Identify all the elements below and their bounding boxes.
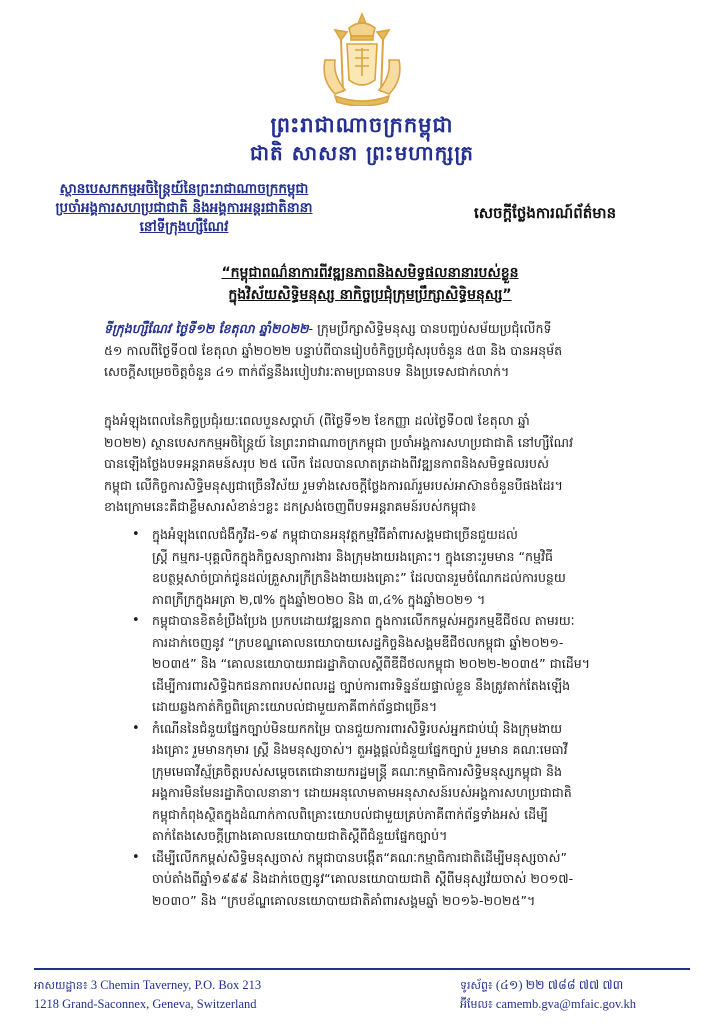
address-line-1: 3 Chemin Taverney, P.O. Box 213 bbox=[90, 978, 262, 992]
bullet-icon: • bbox=[132, 720, 140, 736]
opening-paragraph bbox=[104, 318, 694, 383]
headline-line-2: ក្នុងវិស័យសិទ្ធិមនុស្ស នាកិច្ចប្រជុំក្រុមប្រឹក្សាសិទ្ធិមនុស្ស” bbox=[228, 287, 512, 303]
list-item-line: ចាប់តាំងពីឆ្នាំ១៩៩៩ និងដាក់ចេញនូវ“គោលនយោបាយជាតិ ស្តីពីមនុស្សវ័យចាស់ ២០១៧- bbox=[152, 871, 574, 886]
list-item-line: កម្ពុជាបានខិតខំប្រឹងប្រែង ប្រកបដោយវឌ្ឍនភាព ក្នុងការលើកកម្ពស់អក្ខរកម្មឌីជីថល តាមរយៈ bbox=[152, 613, 575, 628]
bullet-icon: • bbox=[132, 527, 140, 542]
list-item-line: ក្នុងអំឡុងពេលជំងឺកូវីដ-១៩ កម្ពុជាបានអនុវត្តកម្មវិធីគាំពារសង្គមជាច្រើនជួយដល់ bbox=[152, 527, 518, 542]
list-item-line: ស្ត្រី កម្មករ-បុគ្គលិកក្នុងកិច្ចសន្យាការងារ និងក្រុមងាយរងគ្រោះ។ ក្នុងនោះរួមមាន “កម្មវិធី bbox=[152, 548, 554, 564]
opening-line-2: ៥១ កាលពីថ្ងៃទី០៧ ខែតុលា ឆ្នាំ២០២២ បន្ទាប់ពីបានរៀបចំកិច្ចប្រជុំសរុបចំនួន ៥៣ និង បានអនុម័ត bbox=[104, 342, 563, 358]
press-release-headline bbox=[160, 262, 580, 306]
national-motto: ជាតិ សាសនា ព្រះមហាក្សត្រ bbox=[250, 141, 474, 165]
summary-line: ២០២២) ស្ថានបេសកកម្មអចិន្ត្រៃយ៍ នៃព្រះរាជាណាចក្រកម្ពុជា ប្រចាំអង្គការសហប្រជាជាតិ នៅហ្សឺណែវ bbox=[104, 434, 573, 450]
list-item-line: ២០៣០” និង “ក្របខ័ណ្ឌគោលនយោបាយជាតិគាំពារសង្គមឆ្នាំ ២០១៦-២០២៥”។ bbox=[152, 892, 536, 908]
bullet-icon: • bbox=[132, 613, 140, 628]
footer-divider bbox=[34, 968, 690, 970]
list-item-line: ២០៣៥” និង “គោលនយោបាយរាជរដ្ឋាភិបាលស្តីពីឌីជីថលកម្ពុជា ២០២២-២០៣៥” ជាដើម។ bbox=[152, 656, 590, 671]
list-item-line: ភាពក្រីក្រក្នុងអត្រា ២,៧% ក្នុងឆ្នាំ២០២០ និង ៣,៤% ក្នុងឆ្នាំ២០២១ ។ bbox=[152, 591, 486, 607]
mission-line-3: នៅទីក្រុងហ្សឺណែវ bbox=[139, 219, 229, 235]
summary-paragraph bbox=[104, 410, 694, 518]
opening-line-1: - ក្រុមប្រឹក្សាសិទ្ធិមនុស្ស បានបញ្ចប់សម័យប្រជុំលើកទី bbox=[308, 321, 552, 336]
list-item bbox=[132, 610, 694, 718]
list-item-line: កំណើននៃជំនួយផ្នែកច្បាប់មិនយកកម្រៃ បានជួយការពារសិទ្ធិរបស់អ្នកជាប់ឃុំ និងក្រុមងាយ bbox=[152, 720, 563, 736]
list-item-line: ដោយឆ្លងកាត់កិច្ចពិគ្រោះយោបល់ជាមួយភាគីពាក់ព័ន្ធជាច្រើន។ bbox=[152, 699, 438, 714]
email-link[interactable]: camemb.gva@mfaic.gov.kh bbox=[495, 997, 637, 1011]
list-item-line: រងគ្រោះ រួមមានកុមារ ស្ត្រី និងមនុស្សចាស់។ តួអង្គផ្តល់ជំនួយផ្នែកច្បាប់ រួមមាន គណៈមេធាវី bbox=[152, 742, 568, 757]
document-type: សេចក្តីថ្លែងការណ៍ព័ត៌មាន bbox=[474, 204, 617, 222]
list-item-line: ដើម្បីការពារសិទ្ធិឯកជនភាពរបស់ពលរដ្ឋ ច្បាប់ការពារទិន្នន័យផ្ទាល់ខ្លួន នឹងត្រូវតាក់តែងឡើង bbox=[152, 677, 571, 693]
list-item bbox=[132, 718, 694, 847]
summary-line: ខាងក្រោមនេះគឺជាខ្លឹមសារសំខាន់ៗខ្លះ ដកស្រង់ចេញពីបទអន្តរាគមន៍របស់កម្ពុជា៖ bbox=[104, 499, 477, 514]
address-label: អាសយដ្ឋាន៖ bbox=[34, 979, 88, 992]
list-item-line: កម្ពុជាកំពុងស្ថិតក្នុងដំណាក់កាលពិគ្រោះយោបល់ជាមួយគ្រប់ភាគីពាក់ព័ន្ធទាំងអស់ ដើម្បី bbox=[152, 806, 548, 822]
list-item bbox=[132, 847, 694, 912]
summary-line: បានឡើងថ្លែងបទអន្តរាគមន៍សរុប ២៥ លើក ដែលបានលាតត្រដាងពីវឌ្ឍនភាពនិងសមិទ្ធផលរបស់ bbox=[104, 456, 550, 471]
phone-number: (៤១) ២២ ៧៨៨ ៧៧ ៧៣ bbox=[495, 978, 624, 992]
list-item-line: អង្គការមិនមែនរដ្ឋាភិបាលនានា។ ដោយអនុលោមតាមអនុសាសន៍របស់អង្គការសហប្រជាជាតិ bbox=[152, 785, 572, 800]
phone-label: ទូរស័ព្ទ៖ bbox=[460, 979, 493, 992]
email-label: អ៊ីមែល៖ bbox=[460, 998, 493, 1011]
opening-line-3: សេចក្តីសម្រេចចិត្តចំនួន ៤១ ពាក់ព័ន្ធនឹងរបៀបវារៈតាមប្រធានបទ និងប្រទេសជាក់លាក់។ bbox=[104, 364, 510, 379]
summary-line: កម្ពុជា លើកិច្ចការសិទ្ធិមនុស្សជាច្រើនវិស័យ រួមទាំងសេចក្តីថ្លែងការណ៍រួមរបស់អាស៊ានចំនួនបីផងដែរ។ bbox=[104, 477, 563, 493]
mission-line-2: ប្រចាំអង្គការសហប្រជាជាតិ និងអង្គការអន្តរជាតិនានា bbox=[55, 200, 313, 216]
bullet-icon: • bbox=[132, 849, 140, 865]
mission-line-1: ស្ថានបេសកកម្មអចិន្ត្រៃយ៍នៃព្រះរាជាណាចក្រកម្ពុជា bbox=[59, 181, 309, 197]
royal-coat-of-arms-emblem bbox=[305, 10, 419, 106]
footer-contact bbox=[460, 976, 636, 1014]
list-item-line: តាក់តែងសេចក្តីព្រាងគោលនយោបាយជាតិស្តីពីជំនួយផ្នែកច្បាប់។ bbox=[152, 828, 448, 843]
mission-name bbox=[34, 180, 334, 237]
list-item bbox=[132, 524, 694, 610]
address-line-2: 1218 Grand-Saconnex, Geneva, Switzerland bbox=[34, 997, 257, 1011]
dateline: ទីក្រុងហ្សឺណែវ ថ្ងៃទី១២ ខែតុលា ឆ្នាំ២០២២ bbox=[104, 321, 309, 336]
headline-line-1: “កម្ពុជាពណ៌នាការពីវឌ្ឍនភាពនិងសមិទ្ធផលនានារបស់ខ្លួន bbox=[221, 265, 519, 281]
key-points-list bbox=[132, 524, 694, 911]
footer-address bbox=[34, 976, 261, 1014]
kingdom-title: ព្រះរាជាណាចក្រកម្ពុជា bbox=[270, 113, 454, 137]
list-item-line: ដើម្បីលើកកម្ពស់សិទ្ធិមនុស្សចាស់ កម្ពុជាបានបង្កើត“គណៈកម្មាធិការជាតិដើម្បីមនុស្សចាស់” bbox=[152, 849, 568, 865]
summary-line: ក្នុងអំឡុងពេលនៃកិច្ចប្រជុំរយៈពេលបួនសប្តាហ៍ (ពីថ្ងៃទី១២ ខែកញ្ញា ដល់ថ្ងៃទី០៧ ខែតុលា ឆ្នាំ bbox=[104, 413, 530, 428]
list-item-line: ឧបត្ថម្ភសាច់ប្រាក់ជូនដល់គ្រួសារក្រីក្រនិងងាយរងគ្រោះ” ដែលបានរួមចំណែកដល់ការបន្ថយ bbox=[152, 570, 566, 585]
list-item-line: ក្រុមមេធាវីស្ម័គ្រចិត្តរបស់សម្តេចតេជោនាយករដ្ឋមន្ត្រី គណៈកម្មាធិការសិទ្ធិមនុស្សកម្ពុជា និង bbox=[152, 763, 562, 779]
list-item-line: ការដាក់ចេញនូវ “ក្របខណ្ឌគោលនយោបាយសេដ្ឋកិច្ចនិងសង្គមឌីជីថលកម្ពុជា ឆ្នាំ២០២១- bbox=[152, 634, 564, 650]
